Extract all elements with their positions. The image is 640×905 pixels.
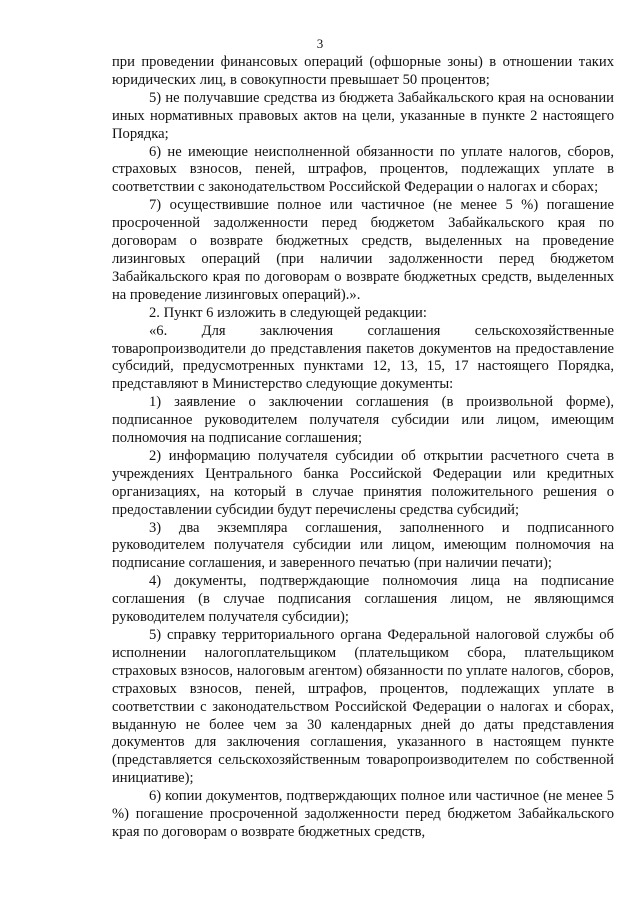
paragraph-doc-1: 1) заявление о заключении соглашения (в произвольной форме), подписанное руководителем получателя субсидии или лицом, имеющим полномочия на подписание соглашения; xyxy=(112,394,614,447)
paragraph-continuation: при проведении финансовых операций (офшорные зоны) в отношении таких юридических лиц, в совокупности превышает 50 процентов; xyxy=(112,54,614,88)
paragraph-item-6: 6) не имеющие неисполненной обязанности по уплате налогов, сборов, страховых взносов, пеней, штрафов, процентов, подлежащих уплате в соответствии с законодательством Российской Федерации о налогах и сборах; xyxy=(112,143,614,196)
paragraph-doc-2: 2) информацию получателя субсидии об открытии расчетного счета в учреждениях Центрального банка Российской Федерации или кредитных организациях, на который в случае принятия положительного решения о предоставлении субсидии будут перечислены средства субсидий; xyxy=(112,447,614,518)
paragraph-amendment-2: 2. Пункт 6 изложить в следующей редакции: xyxy=(149,304,427,321)
document-body xyxy=(112,54,614,842)
paragraph-item-5: 5) не получавшие средства из бюджета Забайкальского края на основании иных нормативных правовых актов на цели, указанные в пункте 2 настоящего Порядка; xyxy=(112,89,614,142)
paragraph-doc-6: 6) копии документов, подтверждающих полное или частичное (не менее 5 %) погашение просроченной задолженности перед бюджетом Забайкальского края по договорам о возврате бюджетных средств, xyxy=(112,788,614,840)
paragraph-doc-4: 4) документы, подтверждающие полномочия лица на подписание соглашения (в случае подписания соглашения лицом, не являющимся руководителем получателя субсидии); xyxy=(112,573,614,626)
paragraph-point-6: «6. Для заключения соглашения сельскохозяйственные товаропроизводители до представления пакетов документов на предоставление субсидий, предусмотренных пунктами 12, 13, 15, 17 настоящего Порядка, представляют в Министерство следующие документы: xyxy=(112,322,614,393)
paragraph-item-7: 7) осуществившие полное или частичное (не менее 5 %) погашение просроченной задолженности перед бюджетом Забайкальского края по договорам о возврате бюджетных средств, выделенных на проведение лизинговых операций (при наличии задолженности перед бюджетом Забайкальского края по договорам о возврате бюджетных средств, выделенных на проведение лизинговых операций).». xyxy=(112,197,614,303)
page-number: 3 xyxy=(316,36,324,51)
paragraph-doc-3: 3) два экземпляра соглашения, заполненного и подписанного руководителем получателя субсидии или лицом, имеющим полномочия на подписание соглашения, и заверенного печатью (при наличии печати); xyxy=(112,519,614,572)
paragraph-doc-5: 5) справку территориального органа Федеральной налоговой службы об исполнении налогоплательщиком (плательщиком сбора, плательщиком страховых взносов, налоговым агентом) обязанности по уплате налогов, сборов, страховых взносов, пеней, штрафов, процентов, подлежащих уплате в соответствии с законодательством Российской Федерации о налогах и сборах, выданную не более чем за 30 календарных дней до даты представления документов для заключения соглашения, указанного в настоящем пункте (представляется сельскохозяйственным товаропроизводителем по собственной инициативе); xyxy=(112,627,614,787)
